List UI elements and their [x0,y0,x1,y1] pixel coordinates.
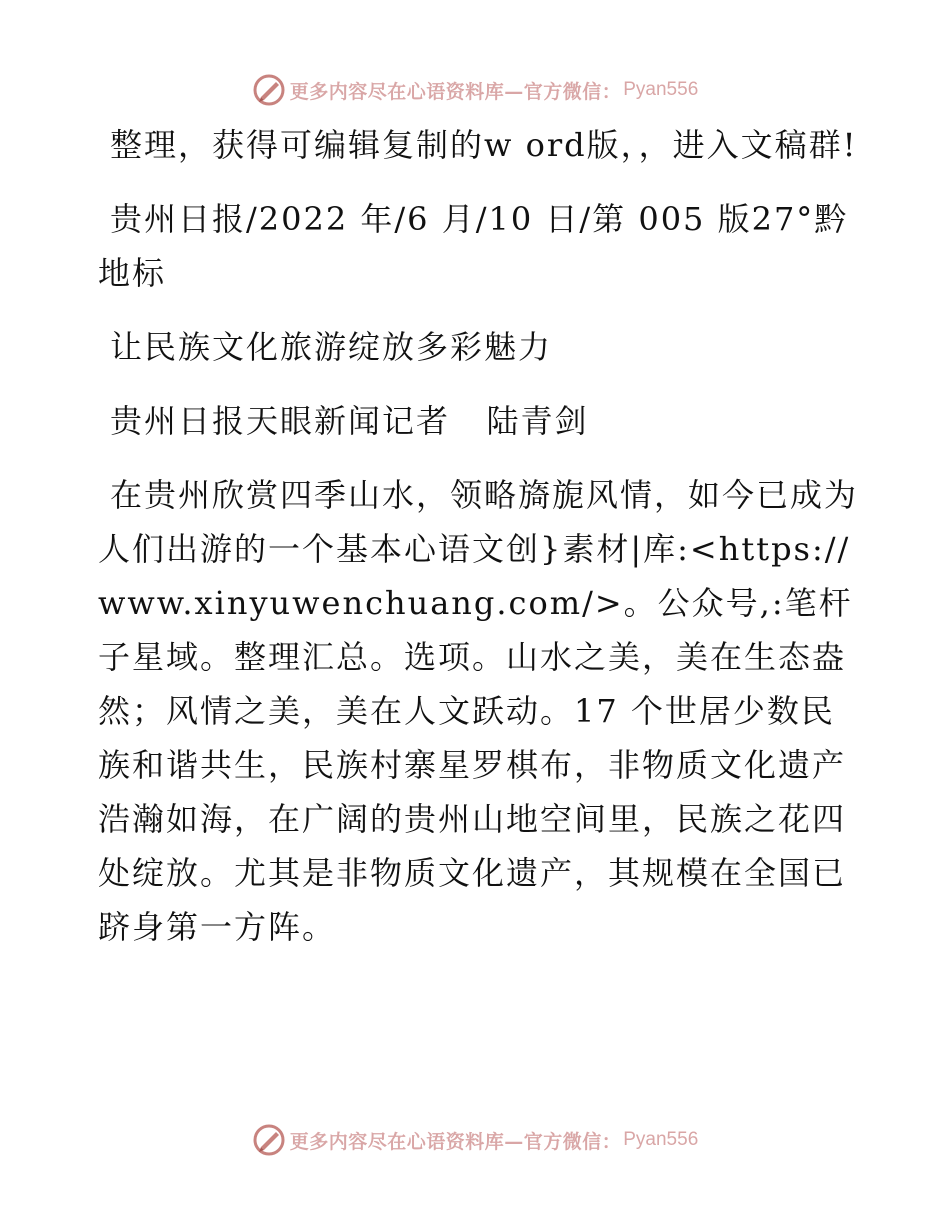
footer-banner-text: 更多内容尽在心语资料库—官方微信： [289,1130,622,1153]
footer-banner-wechat-id: Pyan556 [623,1129,699,1150]
header-banner-wechat-id: Pyan556 [623,79,699,100]
header-watermark-banner [0,70,950,110]
header-banner-text: 更多内容尽在心语资料库—官方微信： [289,80,622,103]
brand-logo-icon [252,73,286,107]
article-byline: 贵州日报天眼新闻记者 陆青剑 [110,402,589,440]
paragraph-intro-note: 整理，获得可编辑复制的w ord版，，进入文稿群! [110,126,858,164]
footer-watermark-banner [0,1120,950,1160]
document-body [98,118,858,974]
brand-logo-icon [252,1123,286,1157]
paragraph-source-line: 贵州日报/2022 年/6 月/10 日/第 005 版27°黔地标 [98,200,849,292]
article-title: 让民族文化旅游绽放多彩魅力 [110,328,553,366]
article-body-paragraph: 在贵州欣赏四季山水，领略旖旎风情，如今已成为人们出游的一个基本心语文创}素材|库:<https://www.xinyuwenchuang.com/>。公众号,:笔杆子星域。整理汇总。选项。山水之美，美在生态盎然；风情之美，美在人文跃动。17 个世居少数民族和谐共生，民族村寨星罗棋布，非物质文化遗产浩瀚如海，在广阔的贵州山地空间里，民族之花四处绽放。尤其是非物质文化遗产，其规模在全国已跻身第一方阵。 [98,476,859,946]
